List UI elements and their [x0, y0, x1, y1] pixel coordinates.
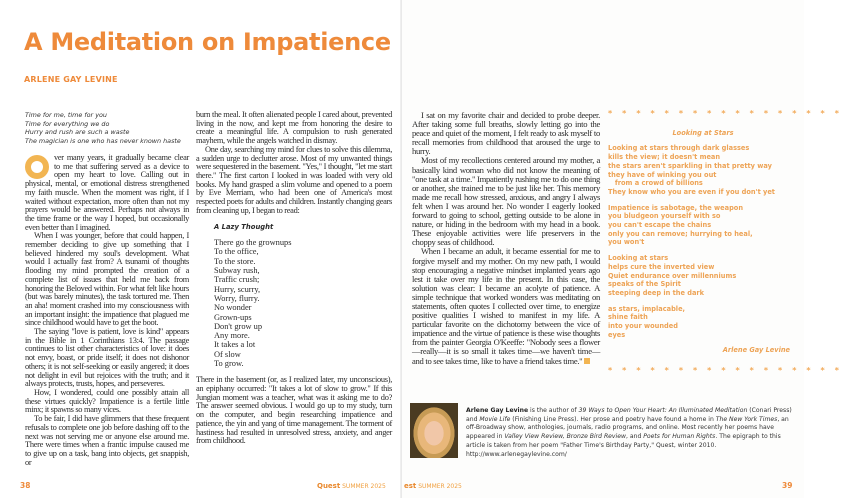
issue-label: SUMMER 2025 — [342, 483, 386, 490]
stanza-line: they have of winking you out — [608, 170, 717, 179]
sidebar-poem-title: Looking at Stars — [672, 128, 734, 137]
stanza-line: into your wounded — [608, 322, 678, 331]
stanza — [608, 305, 798, 340]
right-page — [402, 0, 842, 498]
paragraph-text: ver many years, it gradually became clear to me that suffering served as a device to open my heart to love. Calling out in physical, mental, or emotional distress strengthened my faith muscle. When the moment was right, if I waited without expectation, more often than not my prayers would be answered. Perhaps not always in the time frame or the way I hoped, but occasionally even better than I imagined. — [25, 153, 189, 232]
poem-line: It takes a lot — [214, 340, 256, 350]
issue-label: SUMMER 2025 — [418, 483, 462, 490]
stanza-line: Impatience is sabotage, the weapon — [608, 203, 744, 212]
stanza — [608, 204, 798, 248]
poem-line: No wonder — [214, 303, 252, 313]
stanza-line: the stars aren't sparkling in that pretty way — [608, 161, 772, 170]
poem-line: To the office, — [214, 247, 259, 257]
paragraph: Most of my recollections centered around my mother, a basically kind woman who did not know the meaning of "one task at a time." Impatiently rushing me to do one thing or another, she trained me to be just like her. This memory made me recall how stressed, anxious, and angry I always felt when I was around her. No wonder I eagerly looked forward to going to school, getting outside to be alone in nature, or hiding in the bedroom with my head in a book. These enjoyable activities were life preservers in the choppy seas of childhood. — [412, 155, 600, 248]
stanza-line: helps cure the inverted view — [608, 262, 715, 271]
poem-line: Traffic crush; — [214, 275, 260, 285]
paragraph: I sat on my favorite chair and decided to probe deeper. After taking some full breaths, slowly letting go into the peace and quiet of the moment, I felt ready to ask myself to recall memories from childhood that aroused the urge to hurry. — [412, 110, 600, 157]
paragraph — [25, 154, 189, 232]
poem-line: Any more. — [214, 331, 250, 341]
bio-text: is the author of — [528, 407, 579, 414]
left-page — [0, 0, 402, 498]
star-divider-bottom: * * * * * * * * * * * * * * * * * — [608, 366, 842, 376]
paragraph: There in the basement (or, as I realized later, my unconscious), an epiphany occurred: "It takes a lot of slow to grow." If this Jungian moment was a teacher, what was it asking me to do? The answer seemed obvious. I would go up to my study, turn on the computer, and begin researching impatience and patience, the yin and yang of time management. The torment of hastiness had resulted in unresolved stress, anxiety, and anger from childhood. — [196, 375, 392, 446]
epigraph-line: The magician is one who has never known haste — [25, 136, 181, 145]
quest-logo-partial: est — [404, 482, 417, 490]
paragraph: The saying "love is patient, love is kind" appears in the Bible in 1 Corinthians 13:4. The passage continues to list other characteristics of love: it does not envy, boast, or pride itself; it does not dishonor others; it is not self-seeking or easily angered; it does not delight in evil but rejoices with the truth; and it always protects, trusts, hopes, and perseveres. — [25, 327, 189, 389]
author-photo — [410, 403, 458, 458]
poem-line: Worry, flurry. — [214, 293, 260, 303]
stanza — [608, 144, 798, 196]
paragraph — [412, 247, 600, 365]
page-number-left: 38 — [20, 481, 31, 490]
star-divider-top: * * * * * * * * * * * * * * * * * — [608, 109, 842, 118]
bio-publication: The New York Times — [715, 415, 778, 423]
bio-text: (Conari Press) and — [466, 407, 792, 423]
epigraph-line: Hurry and rush are such a waste — [25, 128, 130, 136]
stanza-line: only you can remove; hurrying to heal, — [608, 229, 753, 238]
stanza-line: you can't escape the chains — [608, 221, 712, 230]
page-number-right: 39 — [782, 481, 793, 490]
stanza-line: steeping deep in the dark — [608, 288, 705, 297]
poem-line: Of slow — [214, 349, 241, 359]
end-mark-icon — [584, 358, 590, 364]
sidebar-signature: Arlene Gay Levine — [722, 346, 790, 355]
sidebar-poem — [608, 109, 842, 376]
footer-left — [317, 482, 386, 490]
bio-book: 39 Ways to Open Your Heart: An Illuminated Meditation — [578, 407, 748, 414]
right-column — [412, 111, 600, 366]
stanza-line: you bludgeon yourself with so — [608, 212, 721, 221]
poem-line: Hurry, scurry, — [214, 284, 261, 294]
stanza-line: Quiet endurance over millenniums — [608, 271, 737, 280]
stanza-line: you won't — [608, 238, 645, 247]
stanza-line: shine faith — [608, 313, 648, 322]
drop-cap-o — [25, 155, 49, 179]
bio-publication: Poets for Human Rights — [643, 433, 716, 441]
poem-line: To the store. — [214, 256, 256, 266]
stanza-line: as stars, implacable, — [608, 304, 686, 313]
stanza-line: from a crowd of billions — [608, 179, 703, 188]
bio-name: Arlene Gay Levine — [466, 407, 529, 414]
paragraph: When I was younger, before that could happen, I remember deciding to give up something that I believed hindered my soul's development. What would I actually fast from? A tsunami of thoughts flooding my mind prompted the creation of a complete list of issues that held me back from honoring the Beloved within. For what felt like hours (but was barely minutes), the task tortured me. Then an aha! moment crashed into my consciousness with an important insight: the impatience that plagued me since childhood would have to get the boot. — [25, 231, 189, 328]
paragraph: How, I wondered, could one possibly attain all these virtues quickly? Impatience is a fertile little minx; it spawns so many vices. — [25, 387, 189, 415]
poem-line: Grown-ups — [214, 312, 252, 322]
bio-book: Movie Life — [479, 415, 511, 423]
author-byline: ARLENE GAY LEVINE — [24, 75, 118, 84]
poem-title: A Lazy Thought — [214, 223, 274, 232]
stanza — [608, 254, 798, 298]
paragraph: burn the meal. It often alienated people I cared about, prevented living in the now, and kept me from honoring the desire to create a meaningful life. A compulsion to rush generated mayhem, while the angels watched in dismay. — [196, 110, 392, 146]
footer-right — [404, 482, 462, 490]
left-column-1 — [25, 111, 189, 467]
stanza-line: speaks of the Spirit — [608, 280, 681, 289]
paragraph: One day, searching my mind for clues to solve this dilemma, a sudden urge to declutter arose. Most of my unwanted things were sequestered in the basement. "Yes," I thought, "let me start there." The first carton I looked in was loaded with very old books. My hand grasped a slim volume and opened to a poem by Eve Merriam, who had been one of America's most respected poets for adults and children. Instantly changing gears from cleaning up, I began to read: — [196, 144, 392, 215]
bio-publication: Valley View Review, Bronze Bird Review — [504, 433, 626, 441]
stanza-line: eyes — [608, 330, 626, 339]
article-title: A Meditation on Impatience — [24, 28, 391, 56]
quoted-poem — [214, 223, 392, 368]
stanza-line: They know who you are even if you don't yet — [608, 187, 775, 196]
left-column-2 — [196, 111, 392, 446]
stanza-line: Looking at stars through dark glasses — [608, 144, 750, 153]
author-bio — [466, 407, 796, 459]
bio-text: , and — [625, 433, 644, 441]
poem-line: Don't grow up — [214, 321, 263, 331]
epigraph — [25, 111, 189, 145]
paragraph: To be fair, I did have glimmers that these frequent refusals to complete one job before dashing off to the next was not serving me or anyone else around me. There were times when a frantic impulse caused me to give up on a task, bang into objects, get snappish, or — [25, 414, 189, 467]
quest-logo: Quest — [317, 482, 341, 490]
paragraph-text: When I became an adult, it became essential for me to forgive myself and my mother. On my new path, I would stop encouraging a negative mindset implanted years ago lest it take over my life in the present. In this case, the solution was clear: I became an acolyte of patience. A simple technique that worked wonders was meditating on statements, often quotes I collected over time, to energize positive qualities I wished to manifest in my life. A particular favorite on the dichotomy between the vice of impatience and the virtue of patience is these wise thoughts from the painter Georgia O'Keeffe: "Nobody sees a flower—really—it is so small it takes time—we haven't time—and to see takes time, like to have a friend takes time." — [412, 246, 600, 366]
stanza-line: Looking at stars — [608, 254, 669, 263]
poem-line: Subway rush, — [214, 266, 260, 276]
bio-text: , an off-Broadway show, anthologies, journals, radio programs, and online. Most recently her poems have appeared in — [466, 415, 789, 441]
stanza-line: kills the view; it doesn't mean — [608, 153, 721, 162]
bio-text: (Finishing Line Press). Her prose and poetry have found a home in — [510, 415, 716, 423]
bio-text: . The epigraph to this article is taken from her poem "Father Time's Birthday Party," Quest, winter 2010. http://www.arlenegaylevine.com/ — [466, 433, 781, 458]
epigraph-line: Time for everything we do — [25, 119, 110, 128]
poem-line: To grow. — [214, 359, 244, 368]
poem-line: There go the grownups — [214, 238, 292, 248]
epigraph-line: Time for me, time for you — [25, 111, 107, 119]
